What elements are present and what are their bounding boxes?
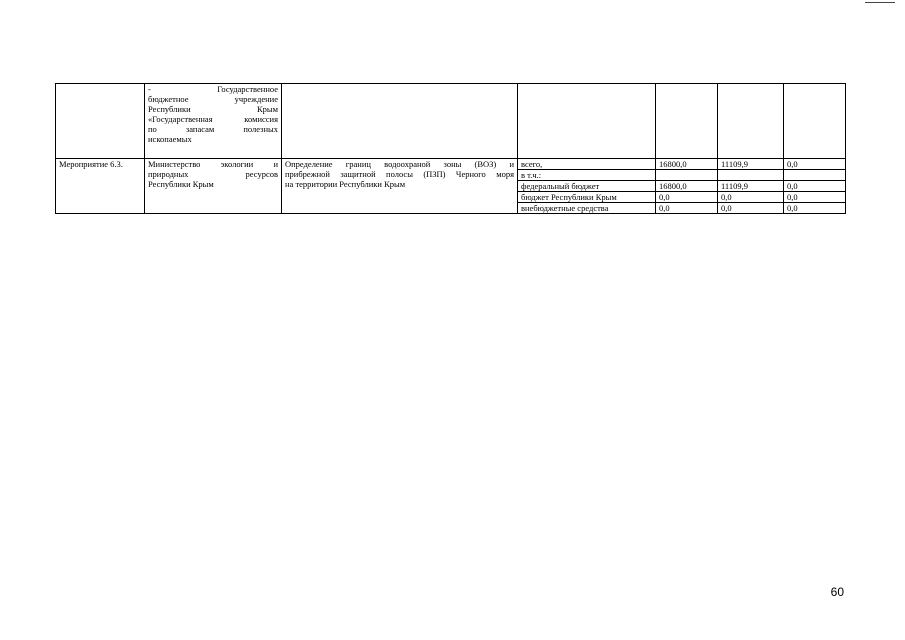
description-line: Определение границ водоохраной зоны (ВОЗ) и [285,159,514,169]
executor-line: ископаемых [148,134,192,144]
funding-value-2: 11109,9 [718,159,784,170]
funding-value-1: 0,0 [656,192,718,203]
executor-line: Республики Крым [148,104,278,114]
executor-cell [145,159,282,214]
measure-name-cell: Мероприятие 6.3. [56,159,145,214]
funding-source: внебюджетные средства [518,203,656,214]
funding-value-2: 11109,9 [718,181,784,192]
source-cell-empty [518,84,656,159]
funding-source: бюджет Республики Крым [518,192,656,203]
funding-value-3: 0,0 [784,192,846,203]
funding-value-1 [656,170,718,181]
measure-name-cell-empty [56,84,145,159]
program-table [55,83,846,214]
funding-source: всего, [518,159,656,170]
funding-value-1: 16800,0 [656,159,718,170]
value-cell-empty [784,84,846,159]
table-row-continued [56,84,846,159]
executor-line: Республики Крым [148,179,214,189]
funding-source: федеральный бюджет [518,181,656,192]
value-cell-empty [656,84,718,159]
executor-line: по запасам полезных [148,124,278,134]
executor-cell-continued [145,84,282,159]
value-cell-empty [718,84,784,159]
executor-line: Министерство экологии и [148,159,278,169]
executor-line: «Государственная комиссия [148,114,278,124]
executor-line: - Государственное [148,84,278,94]
funding-value-3: 0,0 [784,181,846,192]
funding-value-1: 0,0 [656,203,718,214]
funding-source: в т.ч.: [518,170,656,181]
page-number: 60 [830,585,844,599]
funding-value-1: 16800,0 [656,181,718,192]
funding-value-2: 0,0 [718,203,784,214]
table-row-funding-total [56,159,846,170]
funding-value-3: 0,0 [784,203,846,214]
funding-value-2 [718,170,784,181]
description-line: на территории Республики Крым [285,179,406,189]
executor-line: природных ресурсов [148,169,278,179]
description-cell-empty [282,84,518,159]
executor-line: бюджетное учреждение [148,94,278,104]
corner-mark [865,2,895,3]
description-line: прибрежной защитной полосы (ПЗП) Черного моря [285,169,514,179]
funding-value-3 [784,170,846,181]
funding-value-3: 0,0 [784,159,846,170]
description-cell [282,159,518,214]
funding-value-2: 0,0 [718,192,784,203]
